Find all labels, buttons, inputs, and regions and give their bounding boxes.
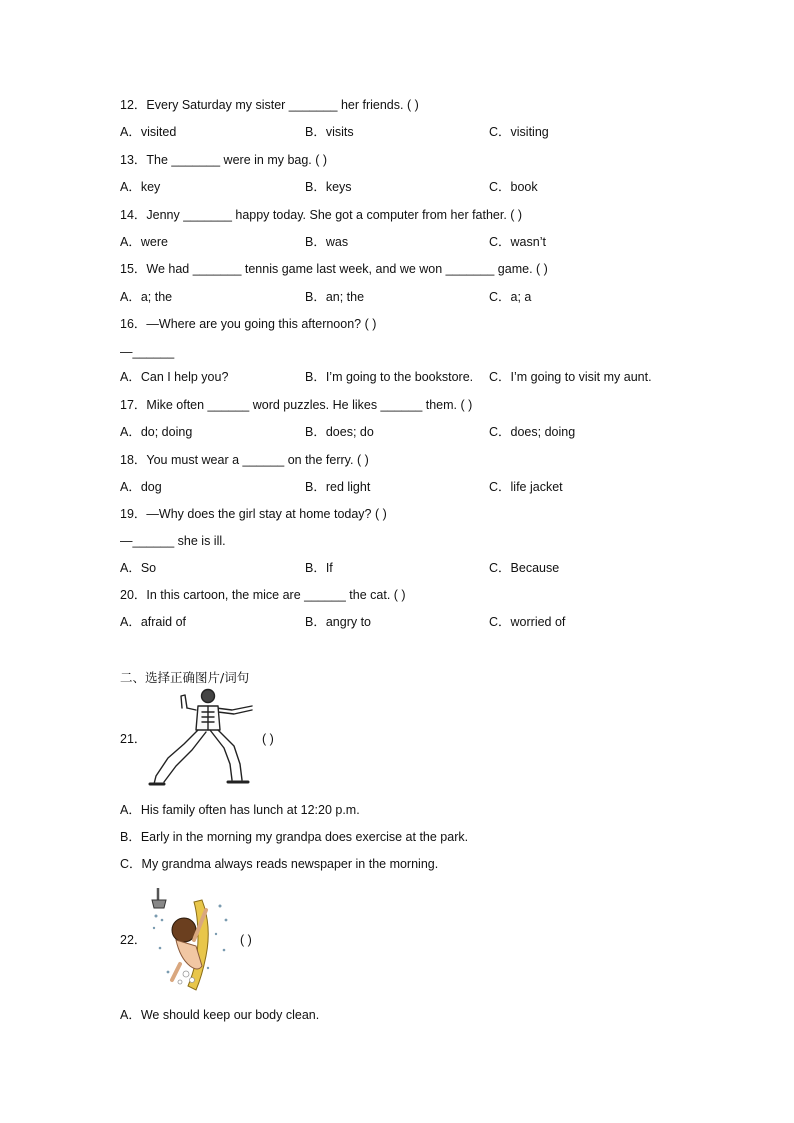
question-14-option-c: C．wasn’t bbox=[489, 235, 546, 249]
question-21-option-b: B．Early in the morning my grandpa does exercise at the park. bbox=[120, 830, 469, 844]
question-19-option-a: A．So bbox=[120, 561, 157, 575]
question-21-option-a: A．His family often has lunch at 12:20 p.m. bbox=[120, 803, 360, 817]
question-20-stem: 20．In this cartoon, the mice are ______ the cat. ( ) bbox=[120, 588, 406, 602]
question-16-option-a: A．Can I help you? bbox=[120, 370, 229, 384]
question-15-option-c: C．a; a bbox=[489, 290, 532, 304]
question-13-stem: 13．The _______ were in my bag. ( ) bbox=[120, 153, 328, 167]
question-12-option-b: B．visits bbox=[305, 125, 354, 139]
question-14-option-b: B．was bbox=[305, 235, 349, 249]
question-12-option-c: C．visiting bbox=[489, 125, 549, 139]
question-13-option-c: C．book bbox=[489, 180, 538, 194]
question-19-reply: —______ she is ill. bbox=[120, 534, 226, 548]
question-13-option-b: B．keys bbox=[305, 180, 352, 194]
question-16-reply: —______ bbox=[120, 345, 175, 359]
question-15-option-b: B．an; the bbox=[305, 290, 365, 304]
section-heading: 二、选择正确图片/词句 bbox=[120, 670, 250, 685]
question-22-option-a: A．We should keep our body clean. bbox=[120, 1008, 320, 1022]
question-13-option-a: A．key bbox=[120, 180, 161, 194]
boy-showering-icon bbox=[150, 886, 234, 994]
question-14-option-a: A．were bbox=[120, 235, 168, 249]
question-18-option-a: A．dog bbox=[120, 480, 162, 494]
question-21-option-c: C．My grandma always reads newspaper in the morning. bbox=[120, 857, 439, 871]
question-16-option-c: C．I’m going to visit my aunt. bbox=[489, 370, 652, 384]
tai-chi-man-icon bbox=[148, 686, 258, 790]
question-20-option-c: C．worried of bbox=[489, 615, 566, 629]
question-17-stem: 17．Mike often ______ word puzzles. He likes ______ them. ( ) bbox=[120, 398, 473, 412]
question-19-stem: 19．—Why does the girl stay at home today? ( ) bbox=[120, 507, 387, 521]
question-19-option-b: B．If bbox=[305, 561, 333, 575]
question-18-option-c: C．life jacket bbox=[489, 480, 563, 494]
question-22-blank: ( ) bbox=[240, 933, 252, 947]
question-20-option-a: A．afraid of bbox=[120, 615, 187, 629]
question-12-option-a: A．visited bbox=[120, 125, 177, 139]
question-19-option-c: C．Because bbox=[489, 561, 560, 575]
question-17-option-a: A．do; doing bbox=[120, 425, 193, 439]
question-18-option-b: B．red light bbox=[305, 480, 371, 494]
question-17-option-b: B．does; do bbox=[305, 425, 374, 439]
question-21-blank: ( ) bbox=[262, 732, 274, 746]
question-21-number: 21． bbox=[120, 732, 147, 746]
question-16-stem: 16．—Where are you going this afternoon? ( ) bbox=[120, 317, 377, 331]
question-15-option-a: A．a; the bbox=[120, 290, 173, 304]
question-18-stem: 18．You must wear a ______ on the ferry. ( ) bbox=[120, 453, 369, 467]
question-15-stem: 15．We had _______ tennis game last week, and we won _______ game. ( ) bbox=[120, 262, 548, 276]
question-16-option-b: B．I’m going to the bookstore. bbox=[305, 370, 474, 384]
question-22-number: 22． bbox=[120, 933, 147, 947]
question-20-option-b: B．angry to bbox=[305, 615, 372, 629]
question-12-stem: 12．Every Saturday my sister _______ her friends. ( ) bbox=[120, 98, 419, 112]
question-17-option-c: C．does; doing bbox=[489, 425, 576, 439]
question-14-stem: 14．Jenny _______ happy today. She got a computer from her father. ( ) bbox=[120, 208, 523, 222]
